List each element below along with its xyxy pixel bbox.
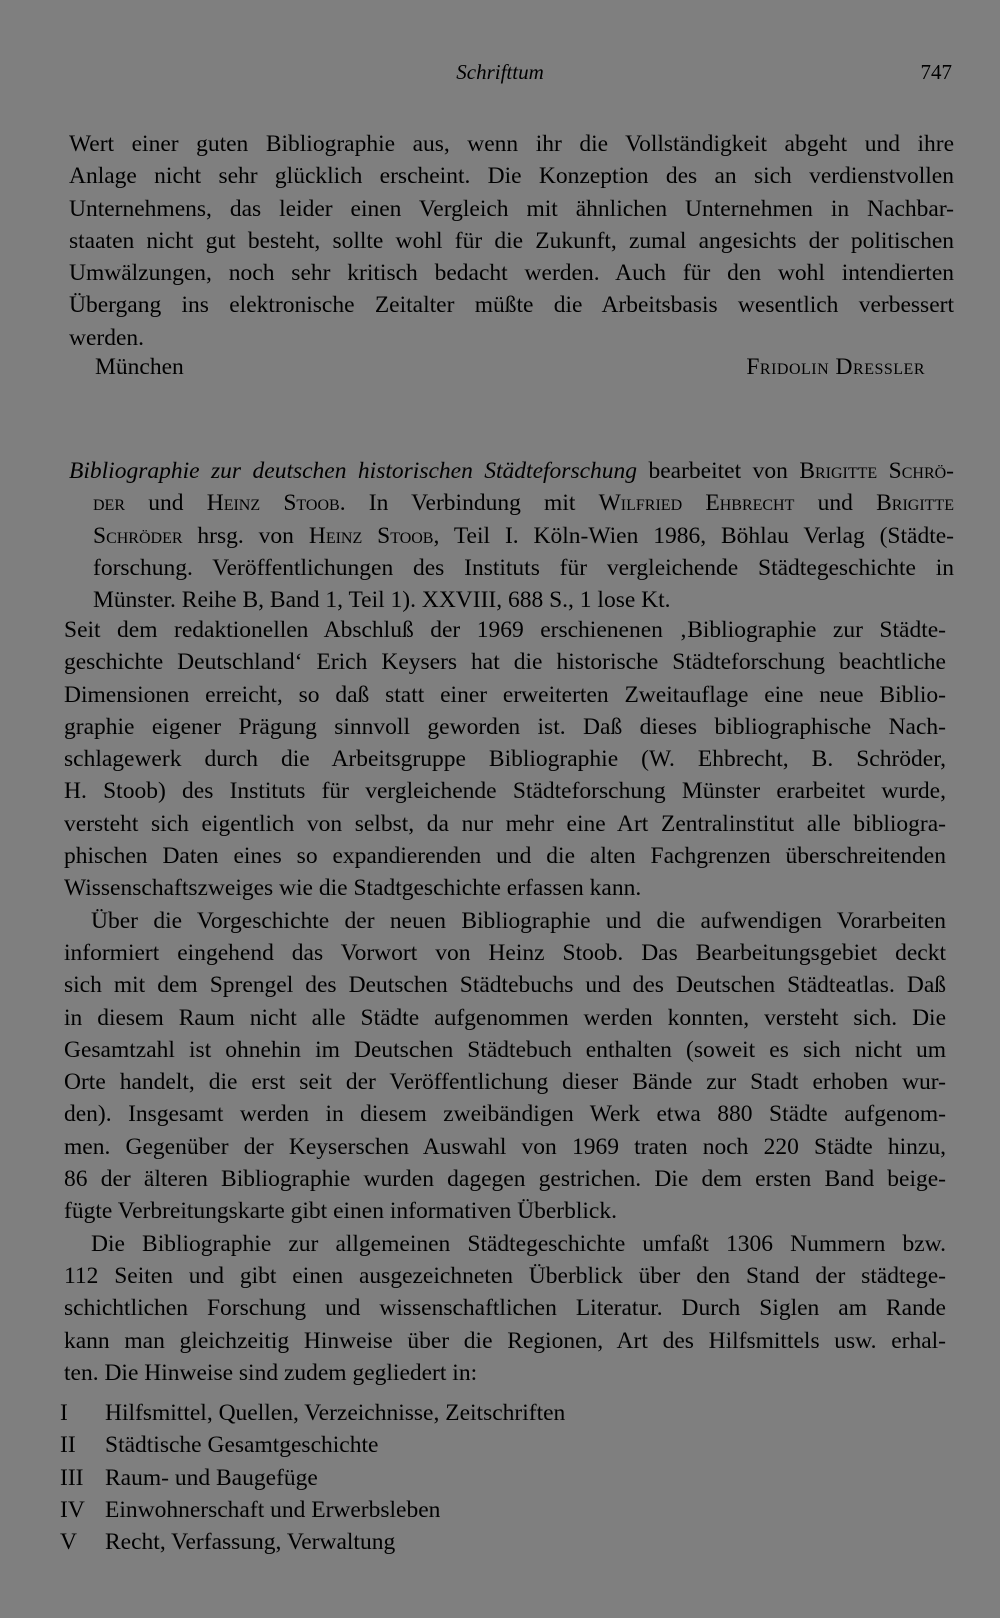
book-citation [69, 455, 954, 616]
running-title: Schrifttum [456, 60, 544, 84]
outline-number: IV [60, 1496, 85, 1523]
citation-text: bearbeitet von [637, 458, 800, 484]
body-text-line: in diesem Raum nicht alle Städte aufgenommen werden konnten, versteht sich. Die [64, 1004, 946, 1031]
body-text-line: kann man gleichzeitig Hinweise über die Regionen, Art des Hilfsmittels usw. erhal- [64, 1327, 946, 1354]
citation-text: hrsg. von [182, 522, 309, 549]
body-text-line: Die Bibliographie zur allgemeinen Städtegeschichte umfaßt 1306 Nummern bzw. [91, 1230, 946, 1257]
previous-review-text [69, 128, 954, 354]
citation-line: forschung. Veröffentlichungen des Instituts für vergleichende Städtegeschichte in [93, 554, 954, 581]
body-text-line: Orte handelt, die erst seit der Veröffentlichung dieser Bände zur Stadt erhoben wur- [64, 1069, 946, 1096]
editor-name: der [93, 490, 125, 517]
text-line: Übergang ins elektronische Zeitalter müßte die Arbeitsbasis wesentlich verbessert [69, 292, 954, 319]
outline-number: II [60, 1432, 76, 1459]
body-text-line: schichtlichen Forschung und wissenschaftlichen Literatur. Durch Siglen am Rande [64, 1295, 946, 1322]
citation-text: und [125, 490, 207, 517]
text-line: Anlage nicht sehr glücklich erscheint. Die Konzeption des an sich verdienstvollen [69, 163, 954, 190]
outline-label: Raum- und Baugefüge [105, 1464, 318, 1491]
body-text-line: versteht sich eigentlich von selbst, da nur mehr eine Art Zentralinstitut alle bibliogra- [64, 810, 946, 837]
body-text-line: 86 der älteren Bibliographie wurden dagegen gestrichen. Die dem ersten Band beige- [64, 1166, 946, 1193]
editor-name: Brigitte Schrö- [799, 458, 954, 484]
citation-line [69, 487, 954, 519]
outline-number: III [60, 1464, 84, 1491]
citation-text: und [794, 490, 877, 517]
outline-list [60, 1397, 760, 1558]
body-text-line: Wissenschaftszweiges wie die Stadtgeschichte erfassen kann. [64, 875, 642, 902]
editor-name: Wilfried Ehbrecht [598, 490, 795, 517]
book-title: Bibliographie zur deutschen historischen Städteforschung [69, 458, 638, 484]
body-text-line: graphie eigener Prägung sinnvoll geworden ist. Daß dieses bibliographische Nach- [64, 713, 946, 740]
body-text-line: 112 Seiten und gibt einen ausgezeichneten Überblick über den Stand der städtege- [64, 1262, 946, 1289]
outline-item [60, 1397, 760, 1429]
text-line: staaten nicht gut besteht, sollte wohl für die Zukunft, zumal angesichts der politischen [69, 227, 954, 254]
body-text-line: geschichte Deutschland‘ Erich Keysers hat die historische Städteforschung beachtliche [64, 649, 946, 676]
outline-item [60, 1526, 760, 1558]
review-signature [95, 354, 925, 388]
signature-city: München [95, 354, 184, 380]
outline-label: Städtische Gesamtgeschichte [105, 1432, 379, 1459]
body-text-line: sich mit dem Sprengel des Deutschen Städtebuchs und des Deutschen Städteatlas. Daß [64, 972, 946, 999]
body-text-line: men. Gegenüber der Keyserschen Auswahl von 1969 traten noch 220 Städte hinzu, [64, 1133, 946, 1160]
citation-text: . In Verbindung mit [339, 490, 599, 517]
body-text-line: den). Insgesamt werden in diesem zweibändigen Werk etwa 880 Städte aufgenom- [64, 1101, 946, 1128]
citation-text: , Teil I. Köln-Wien 1986, Böhlau Verlag (Städte- [433, 522, 954, 549]
body-text-line: informiert eingehend das Vorwort von Heinz Stoob. Das Bearbeitungsgebiet deckt [64, 939, 946, 966]
body-text-line: Gesamtzahl ist ohnehin im Deutschen Städtebuch enthalten (soweit es sich nicht um [64, 1036, 946, 1063]
page-number: 747 [920, 60, 952, 84]
outline-number: I [60, 1400, 68, 1426]
editor-name: Heinz Stoob [308, 522, 434, 549]
editor-name: Brigitte [876, 490, 954, 517]
outline-number: V [60, 1529, 77, 1556]
text-line: Wert einer guten Bibliographie aus, wenn ihr die Vollständigkeit abgeht und ihre [69, 131, 954, 157]
outline-item [60, 1462, 760, 1494]
outline-item [60, 1429, 760, 1461]
text-line: Unternehmens, das leider einen Vergleich mit ähnlichen Unternehmen in Nachbar- [69, 195, 954, 222]
body-text-line: fügte Verbreitungskarte gibt einen informativen Überblick. [64, 1198, 617, 1225]
editor-name: Heinz Stoob [206, 490, 340, 517]
citation-line [69, 455, 954, 487]
review-body-text [64, 614, 946, 1389]
outline-label: Recht, Verfassung, Verwaltung [105, 1529, 396, 1556]
body-text-line: ten. Die Hinweise sind zudem gegliedert in: [64, 1359, 478, 1386]
editor-name: Schröder [93, 522, 183, 549]
citation-line [69, 520, 954, 552]
signature-author: Fridolin Dressler [746, 354, 925, 380]
running-head [0, 60, 1000, 90]
body-text-line: Über die Vorgeschichte der neuen Bibliographie und die aufwendigen Vorarbeiten [91, 907, 946, 934]
body-text-line: Seit dem redaktionellen Abschluß der 1969 erschienenen ‚Bibliographie zur Städte- [64, 617, 946, 643]
body-text-line: Dimensionen erreicht, so daß statt einer erweiterten Zweitauflage eine neue Biblio- [64, 681, 946, 708]
body-text-line: schlagewerk durch die Arbeitsgruppe Bibliographie (W. Ehbrecht, B. Schröder, [64, 746, 946, 773]
body-text-line: H. Stoob) des Instituts für vergleichende Städteforschung Münster erarbeitet wurde, [64, 778, 946, 805]
outline-label: Hilfsmittel, Quellen, Verzeichnisse, Zeitschriften [105, 1400, 566, 1426]
outline-label: Einwohnerschaft und Erwerbsleben [105, 1496, 441, 1523]
text-line: werden. [69, 324, 145, 351]
body-text-line: phischen Daten eines so expandierenden und die alten Fachgrenzen überschreitenden [64, 843, 946, 870]
text-line: Umwälzungen, noch sehr kritisch bedacht werden. Auch für den wohl intendierten [69, 260, 954, 287]
citation-line: Münster. Reihe B, Band 1, Teil 1). XXVIII, 688 S., 1 lose Kt. [93, 587, 671, 614]
outline-item [60, 1494, 760, 1526]
